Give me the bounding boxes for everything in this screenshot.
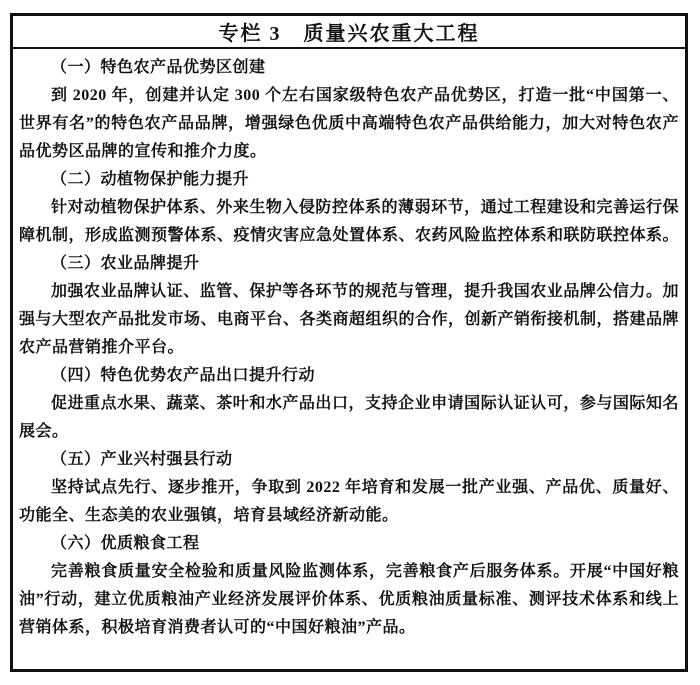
section-4-heading: （四）特色优势农产品出口提升行动 bbox=[51, 367, 316, 384]
section-3-body: 加强农业品牌认证、监管、保护等各环节的规范与管理，提升我国农业品牌公信力。加强与大型农产品批发市场、电商平台、各类商超组织的合作，创新产销衔接机制，搭建品牌农产品营销推介平台。 bbox=[19, 283, 680, 356]
column-body bbox=[13, 49, 685, 642]
section-2-body: 针对动植物保护体系、外来生物入侵防控体系的薄弱环节，通过工程建设和完善运行保障机制，形成监测预警体系、疫情灾害应急处置体系、农药风险监控体系和联防联控体系。 bbox=[19, 199, 680, 244]
section-6-body: 完善粮食质量安全检验和质量风险监测体系，完善粮食产后服务体系。开展“中国好粮油”行动，建立优质粮油产业经济发展评价体系、优质粮油质量标准、测评技术体系和线上营销体系，积极培育消费者认可的“中国好粮油”产品。 bbox=[19, 563, 679, 636]
section-6-heading: （六）优质粮食工程 bbox=[51, 535, 200, 552]
section-1-body: 到 2020 年，创建并认定 300 个左右国家级特色农产品优势区，打造一批“中国第一、世界有名”的特色农产品品牌，增强绿色优质中高端特色农产品供给能力，加大对特色农产品优势区品牌的宣传和推介力度。 bbox=[19, 87, 679, 160]
column-box bbox=[10, 13, 688, 672]
column-title: 专栏 3 质量兴农重大工程 bbox=[218, 23, 480, 45]
column-title-bar bbox=[13, 16, 685, 49]
section-1-heading: （一）特色农产品优势区创建 bbox=[51, 59, 266, 76]
section-2-heading: （二）动植物保护能力提升 bbox=[51, 171, 250, 188]
section-3-heading: （三）农业品牌提升 bbox=[51, 255, 200, 272]
section-5-body: 坚持试点先行、逐步推开，争取到 2022 年培育和发展一批产业强、产品优、质量好、功能全、生态美的农业强镇，培育县域经济新动能。 bbox=[19, 479, 679, 524]
section-5-heading: （五）产业兴村强县行动 bbox=[51, 451, 233, 468]
section-4-body: 促进重点水果、蔬菜、茶叶和水产品出口，支持企业申请国际认证认可，参与国际知名展会。 bbox=[19, 395, 679, 440]
